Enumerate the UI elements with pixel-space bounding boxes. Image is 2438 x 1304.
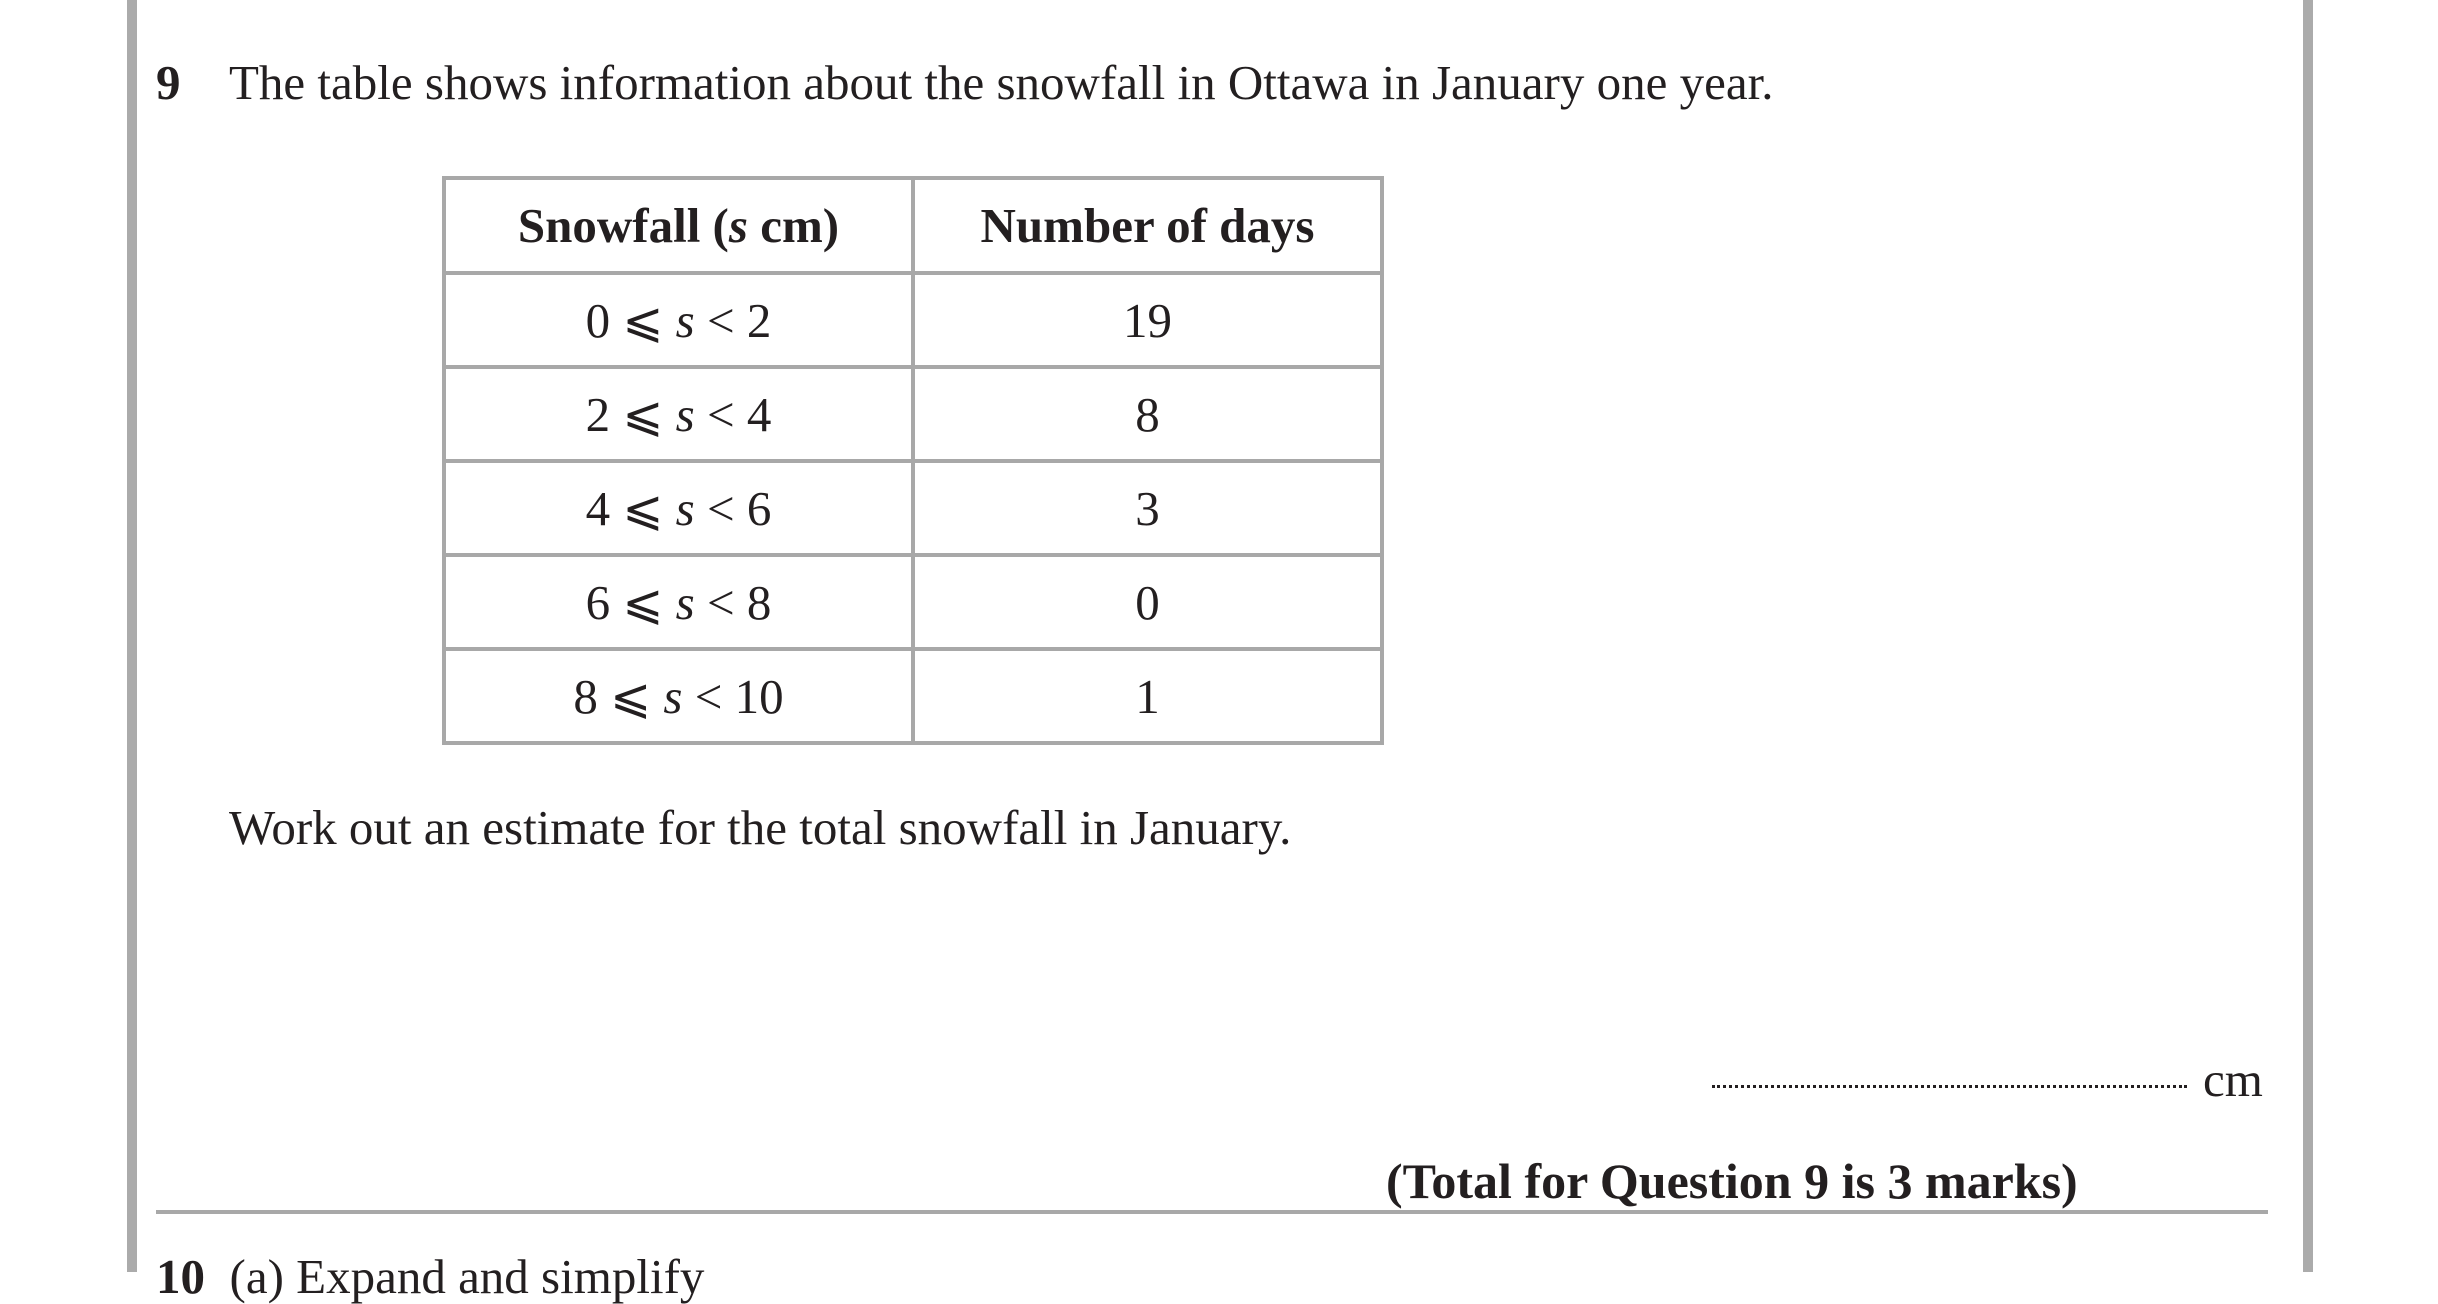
next-question-partial <box>156 1249 705 1304</box>
question-total-marks: (Total for Question 9 is 3 marks) <box>1386 1153 2078 1209</box>
snowfall-interval: 0 ⩽ s < 2 <box>444 273 913 367</box>
table-header-row <box>444 178 1382 273</box>
page-border-left <box>127 0 137 1272</box>
header-snowfall: Snowfall (s cm) <box>444 178 913 273</box>
table-row <box>444 555 1382 649</box>
instruction-text: Work out an estimate for the total snowfall in January. <box>229 800 1292 855</box>
days-count: 3 <box>913 461 1382 555</box>
table-row <box>444 367 1382 461</box>
table-row <box>444 649 1382 743</box>
table-row <box>444 461 1382 555</box>
snowfall-interval: 6 ⩽ s < 8 <box>444 555 913 649</box>
page-border-right <box>2303 0 2313 1272</box>
snowfall-interval: 8 ⩽ s < 10 <box>444 649 913 743</box>
snowfall-interval: 4 ⩽ s < 6 <box>444 461 913 555</box>
next-question-text: (a) Expand and simplify <box>229 1249 705 1304</box>
header-number-of-days: Number of days <box>913 178 1382 273</box>
question-number: 9 <box>156 55 181 110</box>
snowfall-table <box>442 176 1384 745</box>
question-divider <box>156 1210 2268 1214</box>
next-question-number: 10 <box>156 1249 205 1304</box>
days-count: 0 <box>913 555 1382 649</box>
days-count: 8 <box>913 367 1382 461</box>
answer-unit: cm <box>2203 1052 2263 1107</box>
question-text: The table shows information about the snowfall in Ottawa in January one year. <box>229 55 1774 110</box>
snowfall-interval: 2 ⩽ s < 4 <box>444 367 913 461</box>
days-count: 1 <box>913 649 1382 743</box>
days-count: 19 <box>913 273 1382 367</box>
answer-line[interactable] <box>1712 1085 2187 1088</box>
table-row <box>444 273 1382 367</box>
